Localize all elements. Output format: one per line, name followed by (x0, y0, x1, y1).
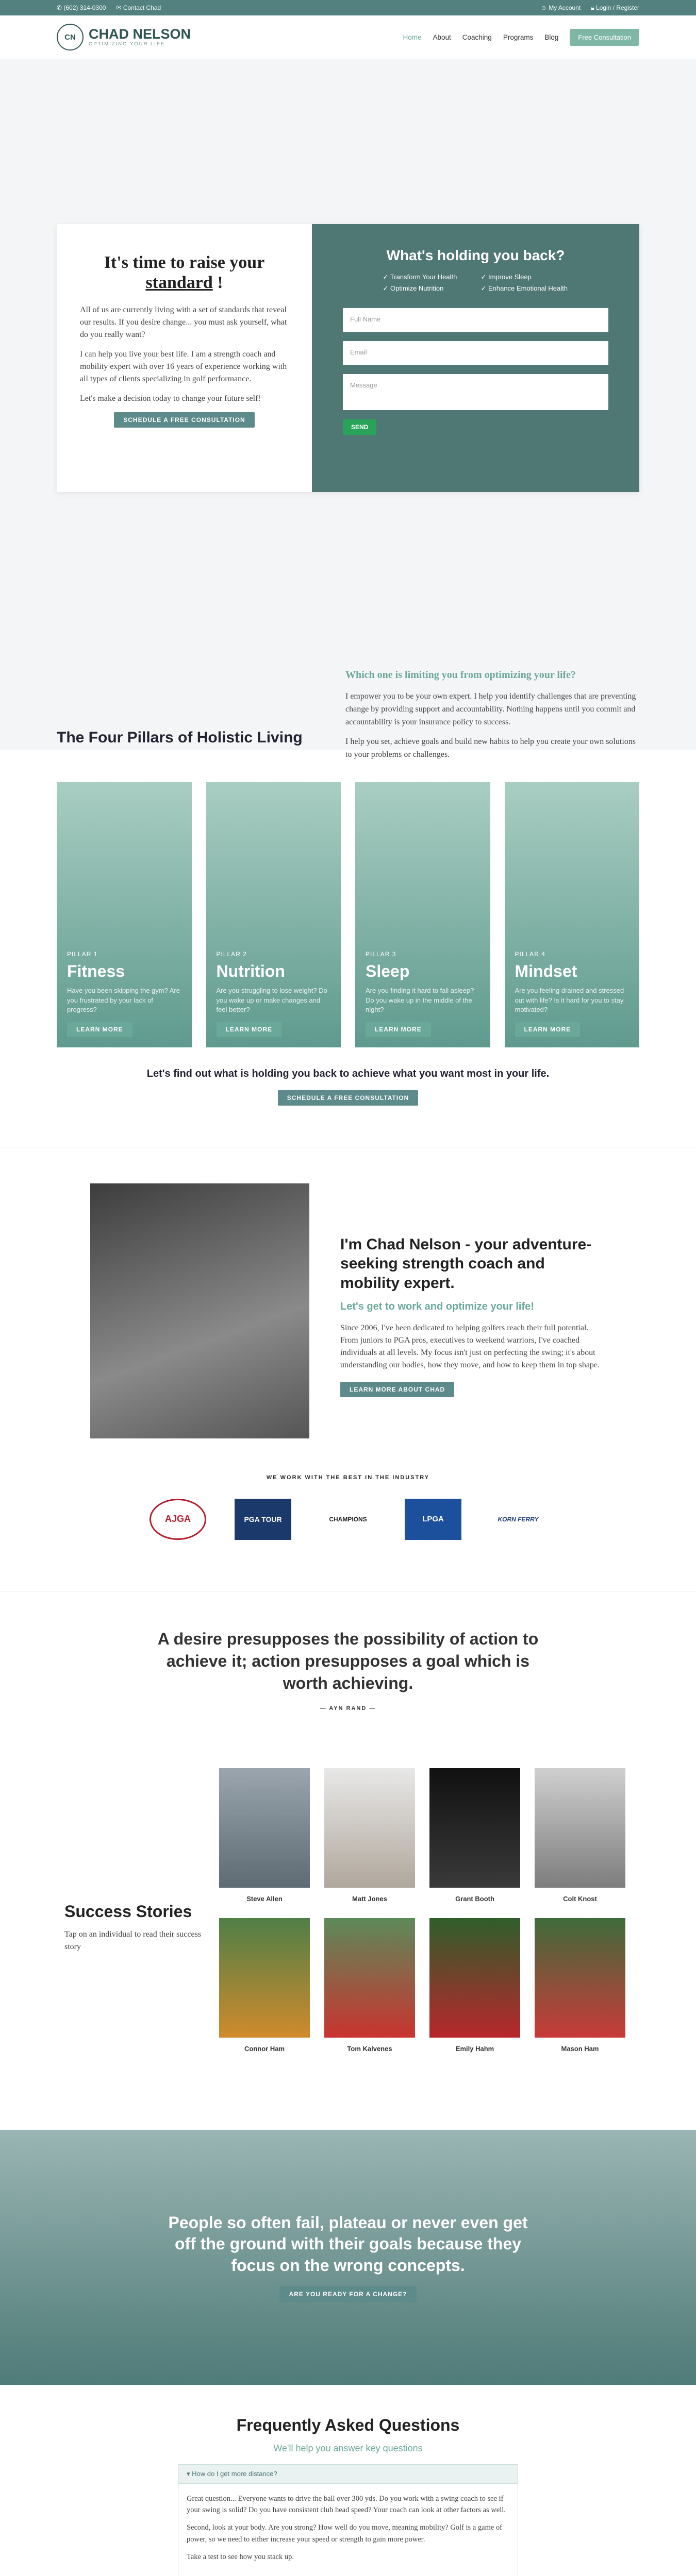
success-text: Tap on an individual to read their success story (64, 1929, 202, 1951)
pillar-number: PILLAR 3 (366, 951, 396, 958)
check-item (481, 273, 569, 281)
about-subtitle: Let's get to work and optimize your life! (340, 1301, 534, 1313)
pillar-name: Fitness (67, 962, 125, 981)
faq-question-text: How do I get more distance? (192, 2469, 277, 2478)
site-header (0, 15, 696, 59)
check-item (383, 284, 471, 293)
full-name-field[interactable]: Full Name (343, 308, 608, 332)
chevron-down-icon: ▾ (187, 2469, 192, 2478)
pillars-intro (0, 667, 696, 761)
faq-question-open[interactable] (178, 2464, 518, 2484)
pillar-text: Have you been skipping the gym? Are you frustrated by your lack of progress? (67, 987, 180, 1013)
checklist (383, 273, 569, 293)
partners-section (0, 1475, 696, 1540)
site-logo[interactable] (57, 24, 191, 50)
check-label: Enhance Emotional Health (488, 284, 568, 292)
hero-title-c: ! (217, 273, 223, 293)
person-photo (429, 1918, 520, 2038)
hero-title (80, 252, 289, 293)
nav-blog[interactable]: Blog (544, 33, 559, 41)
pillar-text: Are you struggling to lose weight? Do you wake up or make changes and feel better? (216, 987, 327, 1013)
success-person[interactable] (324, 1918, 415, 2053)
email-field[interactable]: Email (343, 341, 608, 365)
user-icon: ☺ (540, 4, 549, 11)
success-person[interactable] (429, 1768, 520, 1903)
check-icon: ✓ (480, 284, 489, 292)
quote-author-name: AYN RAND (329, 1705, 367, 1711)
hero-title-a: It's time to raise your (104, 253, 265, 272)
faq-answer-paragraph: Great question... Everyone wants to drive the ball over 300 yds. Do you work with a swing coach to see if your swing is solid? Do you have consistent club head speed? Your coach can look at other factors as well. (187, 2494, 506, 2515)
quote-section (0, 1591, 696, 1748)
check-icon: ✓ (480, 273, 489, 281)
success-section (0, 1748, 696, 2053)
hero-paragraph: Let's make a decision today to change your future self! (80, 394, 261, 403)
pillars-paragraph: I help you set, achieve goals and build new habits to help you create your own solutions to your problems or challenges. (345, 737, 636, 759)
motivation-banner (0, 2130, 696, 2385)
pillars-grid (0, 782, 696, 1047)
faq-answer-paragraph: Second, look at your body. Are you strong? How well do you move, meaning mobility? Golf is a game of power, so we need to either increase your speed or strength to gain more power. (187, 2523, 502, 2544)
person-name: Emily Hahm (455, 2044, 494, 2053)
login-text: Login / Register (595, 4, 639, 11)
faq-answer (178, 2484, 518, 2576)
lock-icon: 🔒︎ (591, 4, 596, 11)
account-text: My Account (549, 4, 581, 11)
partner-logos (0, 1499, 696, 1540)
hero-title-b: standard (145, 273, 213, 293)
brand-tagline: OPTIMIZING YOUR LIFE (89, 41, 165, 47)
pillar-text: Are you finding it hard to fall asleep? Do you wake up in the middle of the night? (366, 987, 474, 1013)
faq-accordion (178, 2464, 518, 2576)
success-title: Success Stories (64, 1902, 192, 1921)
mail-icon: ✉ (116, 4, 123, 11)
person-name: Colt Knost (563, 1894, 597, 1903)
champions-logo: CHAMPIONS (329, 1515, 367, 1523)
faq-subtitle: We'll help you answer key questions (273, 2443, 423, 2453)
korn-ferry-logo: KORN FERRY (498, 1515, 539, 1523)
about-section (0, 1147, 696, 1475)
partners-label: WE WORK WITH THE BEST IN THE INDUSTRY (266, 1474, 430, 1481)
person-photo (535, 1768, 625, 1888)
person-photo (219, 1918, 310, 2038)
hero-paragraph: I can help you live your best life. I am a strength coach and mobility expert with over 16 years of experience working with all types of clients specializing in golf performance. (80, 350, 287, 384)
pillar-card-nutrition[interactable] (206, 782, 341, 1047)
faq-answer-paragraph: Take a test to see how you stack up. (187, 2553, 294, 2562)
success-person[interactable] (219, 1918, 310, 2053)
schedule-consultation-button[interactable]: SCHEDULE A FREE CONSULTATION (278, 1090, 418, 1106)
hero-box (57, 224, 639, 492)
pillar-number: PILLAR 1 (67, 951, 98, 958)
person-photo (535, 1918, 625, 2038)
schedule-consultation-button[interactable]: SCHEDULE A FREE CONSULTATION (114, 412, 254, 428)
success-grid (219, 1768, 625, 2053)
about-text (340, 1183, 606, 1438)
nav-about[interactable]: About (433, 33, 451, 41)
phone-icon: ✆ (57, 4, 64, 11)
person-photo (324, 1768, 415, 1888)
pillar-card-fitness[interactable] (57, 782, 192, 1047)
person-name: Mason Ham (561, 2044, 599, 2053)
contact-text: Contact Chad (123, 4, 161, 11)
ajga-logo: AJGA (150, 1499, 206, 1540)
pillars-subtitle: Which one is limiting you from optimizing your life? (345, 669, 576, 681)
chad-photo (90, 1183, 309, 1438)
check-icon: ✓ (383, 273, 390, 281)
phone-text: (602) 314-0300 (63, 4, 106, 11)
success-person[interactable] (429, 1918, 520, 2053)
login-link[interactable] (591, 4, 639, 12)
contact-link[interactable] (116, 4, 161, 11)
lpga-logo: LPGA (405, 1499, 461, 1540)
quote-author: — AYN RAND — (320, 1705, 376, 1711)
pillar-name: Sleep (366, 962, 410, 981)
hero-paragraph: All of us are currently living with a set of standards that reveal our results. If you desire change... you must ask yourself, what do you really want? (80, 306, 287, 340)
pillar-number: PILLAR 2 (216, 951, 247, 958)
check-item (383, 273, 471, 281)
main-nav (403, 29, 639, 46)
learn-more-about-chad-button[interactable]: LEARN MORE ABOUT CHAD (340, 1382, 454, 1397)
faq-title: Frequently Asked Questions (236, 2415, 460, 2434)
success-intro (64, 1768, 219, 2053)
hero-section (0, 59, 696, 750)
check-label: Optimize Nutrition (390, 284, 444, 292)
ready-for-change-button[interactable]: ARE YOU READY FOR A CHANGE? (279, 2286, 416, 2302)
person-photo (429, 1768, 520, 1888)
person-name: Grant Booth (455, 1894, 494, 1903)
check-label: Transform Your Health (390, 273, 457, 281)
learn-more-button[interactable]: LEARN MORE (217, 1022, 282, 1037)
pillar-name: Nutrition (216, 962, 285, 981)
pillars-text (345, 667, 639, 761)
hero-form (312, 224, 639, 492)
learn-more-button[interactable]: LEARN MORE (515, 1022, 581, 1037)
person-photo (219, 1768, 310, 1888)
about-paragraph: Since 2006, I've been dedicated to helping golfers reach their full potential. From juniors to PGA pros, executives to weekend warriors, I've coached individuals at all levels. My focus isn't just on perfecting the swing; it's about understanding our bodies, how they move, and how to keep them in top shape. (340, 1324, 600, 1370)
send-button[interactable]: SEND (343, 419, 376, 435)
check-icon: ✓ (383, 284, 391, 292)
brand-name: CHAD NELSON (89, 26, 191, 42)
nav-coaching[interactable]: Coaching (462, 33, 492, 41)
person-name: Steve Allen (246, 1894, 283, 1903)
phone-link[interactable] (57, 4, 106, 11)
person-name: Connor Ham (244, 2044, 285, 2053)
pillar-card-sleep[interactable] (355, 782, 490, 1047)
check-item (481, 284, 569, 293)
success-person[interactable] (535, 1918, 625, 2053)
my-account-link[interactable] (541, 4, 581, 12)
pillars-cta-text: Let's find out what is holding you back to achieve what you want most in your life. (146, 1067, 550, 1079)
person-name: Tom Kalvenes (347, 2044, 392, 2053)
pillar-number: PILLAR 4 (515, 951, 545, 958)
success-person[interactable] (324, 1768, 415, 1903)
pillars-title: The Four Pillars of Holistic Living (57, 729, 303, 746)
success-person[interactable] (535, 1768, 625, 1903)
check-label: Improve Sleep (488, 273, 532, 281)
top-bar (0, 0, 696, 15)
success-person[interactable] (219, 1768, 310, 1903)
about-title: I'm Chad Nelson - your adventure-seeking strength coach and mobility expert. (340, 1235, 592, 1292)
pillar-card-mindset[interactable] (505, 782, 640, 1047)
logo-mark: CN (57, 24, 84, 50)
pga-tour-logo: PGA TOUR (235, 1499, 291, 1540)
pillar-name: Mindset (515, 962, 577, 981)
hero-intro (57, 224, 312, 492)
quote-text: A desire presupposes the possibility of action to achieve it; action presupposes a goal which is worth achieving. (157, 1629, 539, 1693)
nav-programs[interactable]: Programs (503, 33, 534, 41)
message-field[interactable]: Message (343, 374, 608, 410)
person-photo (324, 1918, 415, 2038)
learn-more-button[interactable]: LEARN MORE (67, 1022, 132, 1037)
pillar-text: Are you feeling drained and stressed out with life? Is it hard for you to stay motivated? (515, 987, 624, 1013)
pillars-paragraph: I empower you to be your own expert. I help you identify challenges that are preventing change by providing support and accountability. Nothing happens until you commit and accountability is your insurance policy to success. (345, 692, 636, 726)
nav-home[interactable]: Home (403, 33, 422, 41)
form-title: What's holding you back? (386, 247, 565, 263)
banner-text: People so often fail, plateau or never even get off the ground with their goals because they focus on the wrong concepts. (168, 2213, 528, 2275)
person-name: Matt Jones (352, 1894, 387, 1903)
learn-more-button[interactable]: LEARN MORE (366, 1022, 431, 1037)
faq-section (0, 2385, 696, 2576)
free-consultation-button[interactable]: Free Consultation (570, 29, 639, 46)
